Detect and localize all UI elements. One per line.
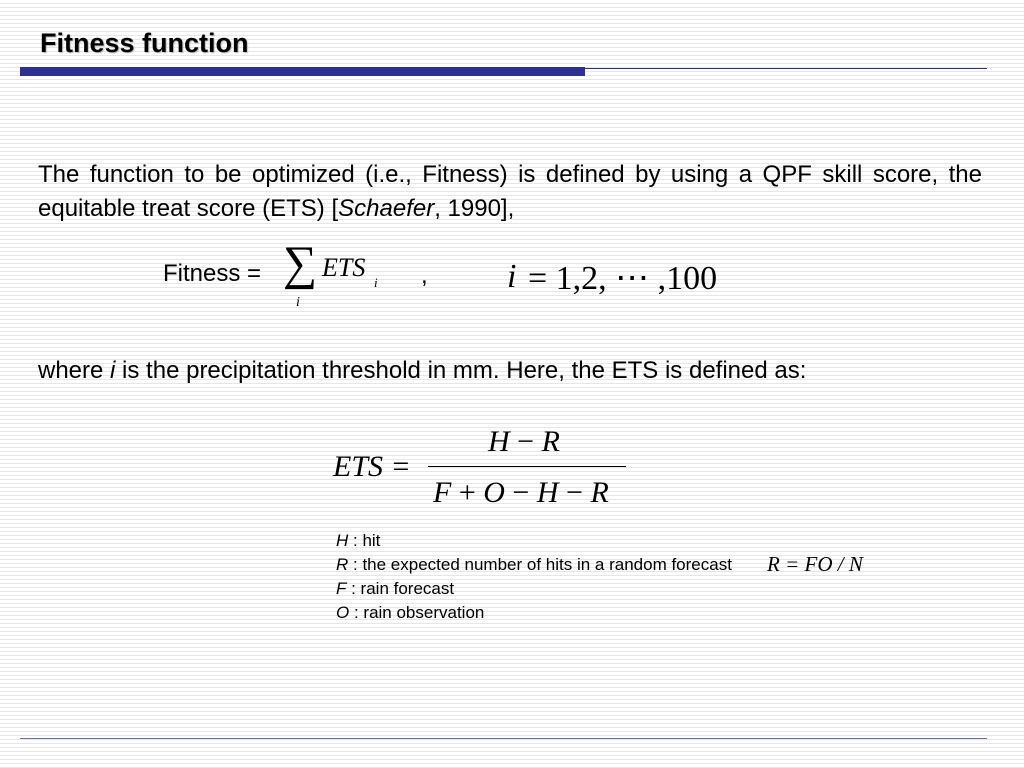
intro-paragraph	[38, 158, 982, 226]
threshold-paragraph	[38, 354, 806, 388]
numerator-h: H	[488, 425, 510, 458]
fitness-label: Fitness =	[163, 260, 262, 287]
citation-year: , 1990],	[434, 195, 515, 222]
citation-author: Schaefer	[338, 195, 435, 222]
definition-symbol: O	[336, 603, 350, 622]
threshold-variable: i	[110, 357, 116, 384]
definition-item	[336, 577, 736, 601]
definition-text: : rain observation	[349, 603, 485, 622]
summation-symbol: ∑	[283, 237, 318, 290]
slide-title: Fitness function	[40, 28, 249, 58]
threshold-text-after: is the precipitation threshold in mm. Here, the ETS is defined as:	[115, 357, 807, 384]
threshold-text-before: where	[38, 357, 111, 384]
definition-symbol: H	[336, 531, 349, 550]
denominator-plus: +	[451, 476, 484, 509]
title-underline-bar	[20, 67, 585, 76]
title-underline-thin	[585, 68, 987, 69]
denominator-f: F	[433, 476, 452, 509]
denominator-minus-2: −	[558, 476, 591, 509]
sum-index: i	[296, 295, 300, 310]
definition-item	[336, 553, 736, 577]
index-variable: i	[507, 258, 517, 295]
numerator-minus: −	[509, 425, 542, 458]
definition-text: : rain forecast	[346, 579, 455, 598]
ets-numerator	[488, 425, 560, 459]
r-definition-formula: R = FO / N	[767, 552, 863, 576]
definition-item	[336, 601, 736, 625]
definition-text: : the expected number of hits in a random forecast	[348, 555, 732, 574]
definition-symbol: R	[336, 555, 349, 574]
ets-term: ETS	[322, 253, 366, 282]
definition-item	[336, 529, 736, 553]
equation-comma: ,	[421, 262, 428, 289]
definitions-list	[336, 529, 736, 625]
ets-denominator	[433, 476, 609, 510]
r-definition	[767, 552, 863, 577]
denominator-minus-1: −	[504, 476, 537, 509]
index-range: = 1,2, ⋯ ,100	[528, 260, 718, 297]
definition-text: : hit	[348, 531, 381, 550]
denominator-r: R	[590, 476, 609, 509]
denominator-o: O	[483, 476, 505, 509]
ets-lhs: ETS =	[333, 450, 411, 483]
definition-symbol: F	[336, 579, 347, 598]
denominator-h: H	[536, 476, 559, 509]
fraction-bar	[428, 466, 626, 467]
ets-subscript: i	[374, 275, 378, 290]
intro-text: The function to be optimized (i.e., Fitness) is defined by using a QPF skill score, the equitable treat score (ETS) [	[38, 161, 982, 222]
footer-divider	[20, 738, 987, 739]
numerator-r: R	[541, 425, 560, 458]
